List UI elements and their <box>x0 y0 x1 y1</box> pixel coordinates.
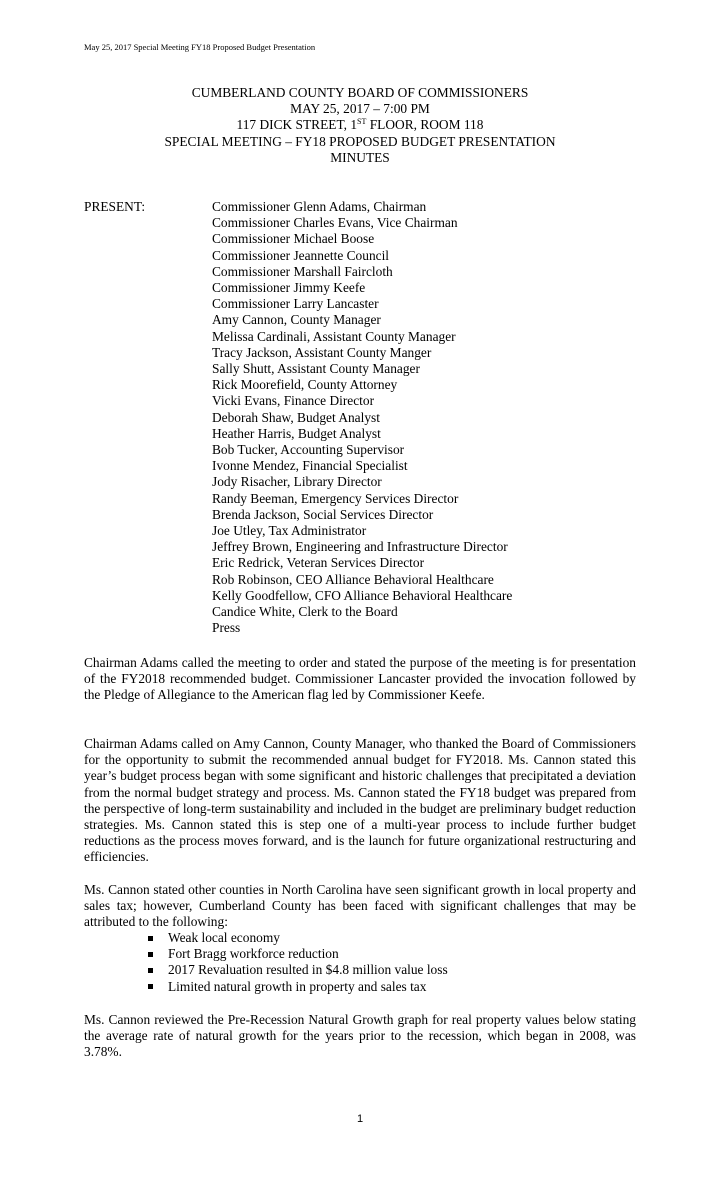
document-title-block <box>84 85 636 166</box>
title-line-address <box>84 117 636 133</box>
attendee-item: Melissa Cardinali, Assistant County Manager <box>212 328 456 344</box>
list-item <box>148 946 448 962</box>
list-item <box>148 962 448 978</box>
list-item <box>148 930 448 946</box>
square-bullet-icon <box>148 968 153 973</box>
square-bullet-icon <box>148 984 153 989</box>
attendee-item: Joe Utley, Tax Administrator <box>212 523 367 539</box>
title-line-meeting: SPECIAL MEETING – FY18 PROPOSED BUDGET PRESENTATION <box>164 133 556 149</box>
attendee-list <box>212 199 512 636</box>
attendee-item: Deborah Shaw, Budget Analyst <box>212 409 380 425</box>
attendee-item: Jeffrey Brown, Engineering and Infrastructure Director <box>212 539 508 555</box>
attendee-item: Commissioner Marshall Faircloth <box>212 263 393 279</box>
attendee-item: Ivonne Mendez, Financial Specialist <box>212 458 408 474</box>
attendee-item: Brenda Jackson, Social Services Director <box>212 506 434 522</box>
address-superscript: ST <box>357 117 367 127</box>
list-item-text: Limited natural growth in property and sales tax <box>168 978 427 994</box>
running-header: May 25, 2017 Special Meeting FY18 Proposed Budget Presentation <box>84 42 316 52</box>
attendee-item: Press <box>212 620 241 636</box>
attendee-item: Amy Cannon, County Manager <box>212 312 381 328</box>
paragraph-growth-graph: Ms. Cannon reviewed the Pre-Recession Natural Growth graph for real property values below stating the average rate of natural growth for the years prior to the recession, which began in 2008, was 3.78%. <box>84 1012 636 1060</box>
attendee-item: Heather Harris, Budget Analyst <box>212 425 381 441</box>
square-bullet-icon <box>148 936 153 941</box>
list-item-text: Fort Bragg workforce reduction <box>168 946 339 962</box>
paragraph-challenges: Ms. Cannon stated other counties in North Carolina have seen significant growth in local property and sales tax; however, Cumberland County has been faced with significant challenges that may be attributed to the following: <box>84 882 636 930</box>
attendee-item: Commissioner Charles Evans, Vice Chairman <box>212 215 458 231</box>
attendee-item: Kelly Goodfellow, CFO Alliance Behavioral Healthcare <box>212 587 513 603</box>
attendee-item: Candice White, Clerk to the Board <box>212 604 398 620</box>
attendee-item: Eric Redrick, Veteran Services Director <box>212 555 425 571</box>
attendee-item: Rick Moorefield, County Attorney <box>212 377 398 393</box>
title-line-minutes: MINUTES <box>330 149 390 165</box>
list-item-text: 2017 Revaluation resulted in $4.8 million value loss <box>168 962 448 978</box>
square-bullet-icon <box>148 952 153 957</box>
list-item <box>148 979 448 995</box>
attendee-item: Randy Beeman, Emergency Services Director <box>212 490 459 506</box>
attendee-item: Rob Robinson, CEO Alliance Behavioral Healthcare <box>212 571 494 587</box>
address-part: FLOOR, ROOM 118 <box>366 117 484 133</box>
attendee-item: Commissioner Jimmy Keefe <box>212 280 366 296</box>
challenges-list <box>148 930 448 995</box>
attendee-item: Bob Tucker, Accounting Supervisor <box>212 442 405 458</box>
present-label: PRESENT: <box>84 199 146 214</box>
attendee-item: Commissioner Glenn Adams, Chairman <box>212 199 427 214</box>
attendee-item: Tracy Jackson, Assistant County Manger <box>212 344 432 360</box>
list-item-text: Weak local economy <box>168 930 280 945</box>
title-line-board: CUMBERLAND COUNTY BOARD OF COMMISSIONERS <box>191 85 529 100</box>
attendee-item: Vicki Evans, Finance Director <box>212 393 375 409</box>
attendee-item: Jody Risacher, Library Director <box>212 474 382 490</box>
paragraph-call-to-order: Chairman Adams called the meeting to order and stated the purpose of the meeting is for presentation of the FY2018 recommended budget. Commissioner Lancaster provided the invocation followed by the Pledge of Allegiance to the American flag led by Commissioner Keefe. <box>84 655 636 703</box>
title-line-date: MAY 25, 2017 – 7:00 PM <box>290 101 430 117</box>
page-number: 1 <box>356 1113 364 1125</box>
attendee-item: Commissioner Jeannette Council <box>212 247 390 263</box>
address-part: 117 DICK STREET, 1 <box>236 117 358 133</box>
attendee-item: Sally Shutt, Assistant County Manager <box>212 361 420 377</box>
paragraph-manager-intro: Chairman Adams called on Amy Cannon, County Manager, who thanked the Board of Commissioners for the opportunity to submit the recommended annual budget for FY2018. Ms. Cannon stated this year’s budget process began with some significant and historic challenges that precipitated a deviation from the normal budget strategy and process. Ms. Cannon stated the FY18 budget was prepared from the perspective of long-term sustainability and included in the budget are preliminary budget reduction strategies. Ms. Cannon stated this is step one of a multi-year process to include further budget reductions as the process moves forward, and is the launch for future organizational restructuring and efficiencies. <box>84 736 636 865</box>
attendee-item: Commissioner Larry Lancaster <box>212 296 379 312</box>
attendee-item: Commissioner Michael Boose <box>212 231 375 247</box>
